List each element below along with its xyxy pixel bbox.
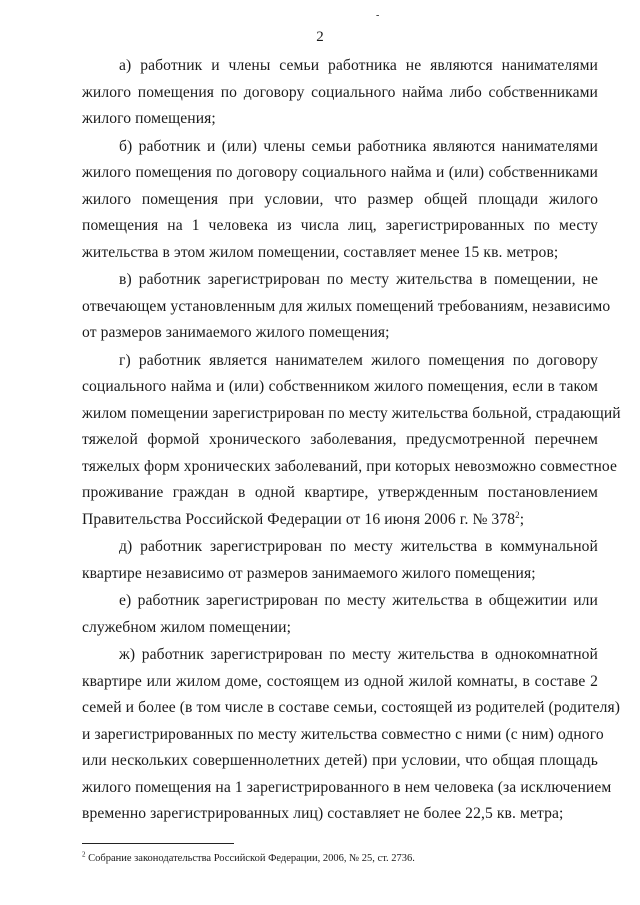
text-line: д) работник зарегистрирован по месту жительства в коммунальной <box>119 538 598 555</box>
top-mark: - <box>376 10 380 21</box>
text-line: от размеров занимаемого жилого помещения; <box>82 324 390 341</box>
footnote-marker: 2 <box>82 850 86 859</box>
text-line: квартире независимо от размеров занимаемого жилого помещения; <box>82 564 536 582</box>
text-line: жилого помещения при условии, что размер общей площади жилого <box>82 190 598 208</box>
footnote-text: Собрание законодательства Российской Федерации, 2006, № 25, ст. 2736. <box>85 853 415 864</box>
text-segment: Правительства Российской Федерации от 16 июня 2006 г. № 378 <box>82 510 516 528</box>
paragraph-g <box>82 348 621 534</box>
text-line: служебном жилом помещении; <box>82 618 292 636</box>
paragraph-zh <box>82 642 621 828</box>
text-line: тяжелой формой хронического заболевания, предусмотренной перечнем <box>82 431 598 448</box>
paragraph-d <box>82 534 598 587</box>
text-line: а) работник и члены семьи работника не являются нанимателями <box>119 57 598 74</box>
text-line: жилого помещения по договору социального найма либо собственниками <box>82 83 598 101</box>
text-line: жилого помещения; <box>82 110 216 127</box>
paragraph-v <box>82 267 611 347</box>
document-body <box>82 52 621 828</box>
footnote-divider <box>82 843 234 844</box>
text-line: б) работник и (или) члены семьи работника являются нанимателями <box>119 137 598 155</box>
text-line: жилом помещении зарегистрирован по месту жительства больной, страдающий <box>82 404 621 422</box>
text-line: социального найма и (или) собственником жилого помещения, если в таком <box>82 378 598 395</box>
text-segment: ; <box>519 510 525 528</box>
paragraph-e <box>82 588 598 641</box>
text-line: жилого помещения по договору социального найма и (или) собственниками <box>82 164 598 181</box>
paragraph-b <box>82 134 598 267</box>
text-line: отвечающем установленным для жилых помещений требованиям, независимо <box>82 297 611 315</box>
text-line: жилого помещения на 1 зарегистрированного в нем человека (за исключением <box>82 778 612 796</box>
text-line: временно зарегистрированных лиц) составляет не более 22,5 кв. метра; <box>82 805 564 822</box>
footnote <box>82 852 602 866</box>
paragraph-a <box>82 53 598 133</box>
text-line: проживание граждан в одной квартире, утвержденным постановлением <box>82 484 598 501</box>
text-line: квартире или жилом доме, состоящем из одной жилой комнаты, в составе 2 <box>82 672 598 690</box>
text-line: тяжелых форм хронических заболеваний, при которых невозможно совместное <box>82 457 618 475</box>
text-line: помещения на 1 человека из числа лиц, зарегистрированных по месту <box>82 217 598 234</box>
page-number: 2 <box>316 29 324 45</box>
text-line: жительства в этом жилом помещении, составляет менее 15 кв. метров; <box>82 243 559 261</box>
text-line: е) работник зарегистрирован по месту жительства в общежитии или <box>119 592 598 609</box>
text-line: семей и более (в том числе в составе семьи, состоящей из родителей (родителя) <box>82 699 621 716</box>
text-line: ж) работник зарегистрирован по месту жительства в однокомнатной <box>119 646 598 663</box>
text-line: в) работник зарегистрирован по месту жительства в помещении, не <box>119 271 598 288</box>
text-line: г) работник является нанимателем жилого помещения по договору <box>119 351 598 369</box>
text-line: и зарегистрированных по месту жительства совместно с ними (с ним) одного <box>82 725 604 743</box>
text-line: или нескольких совершеннолетних детей) при условии, что общая площадь <box>82 752 598 769</box>
footnote-reference[interactable]: 2 <box>515 509 520 520</box>
text-line <box>82 507 598 534</box>
